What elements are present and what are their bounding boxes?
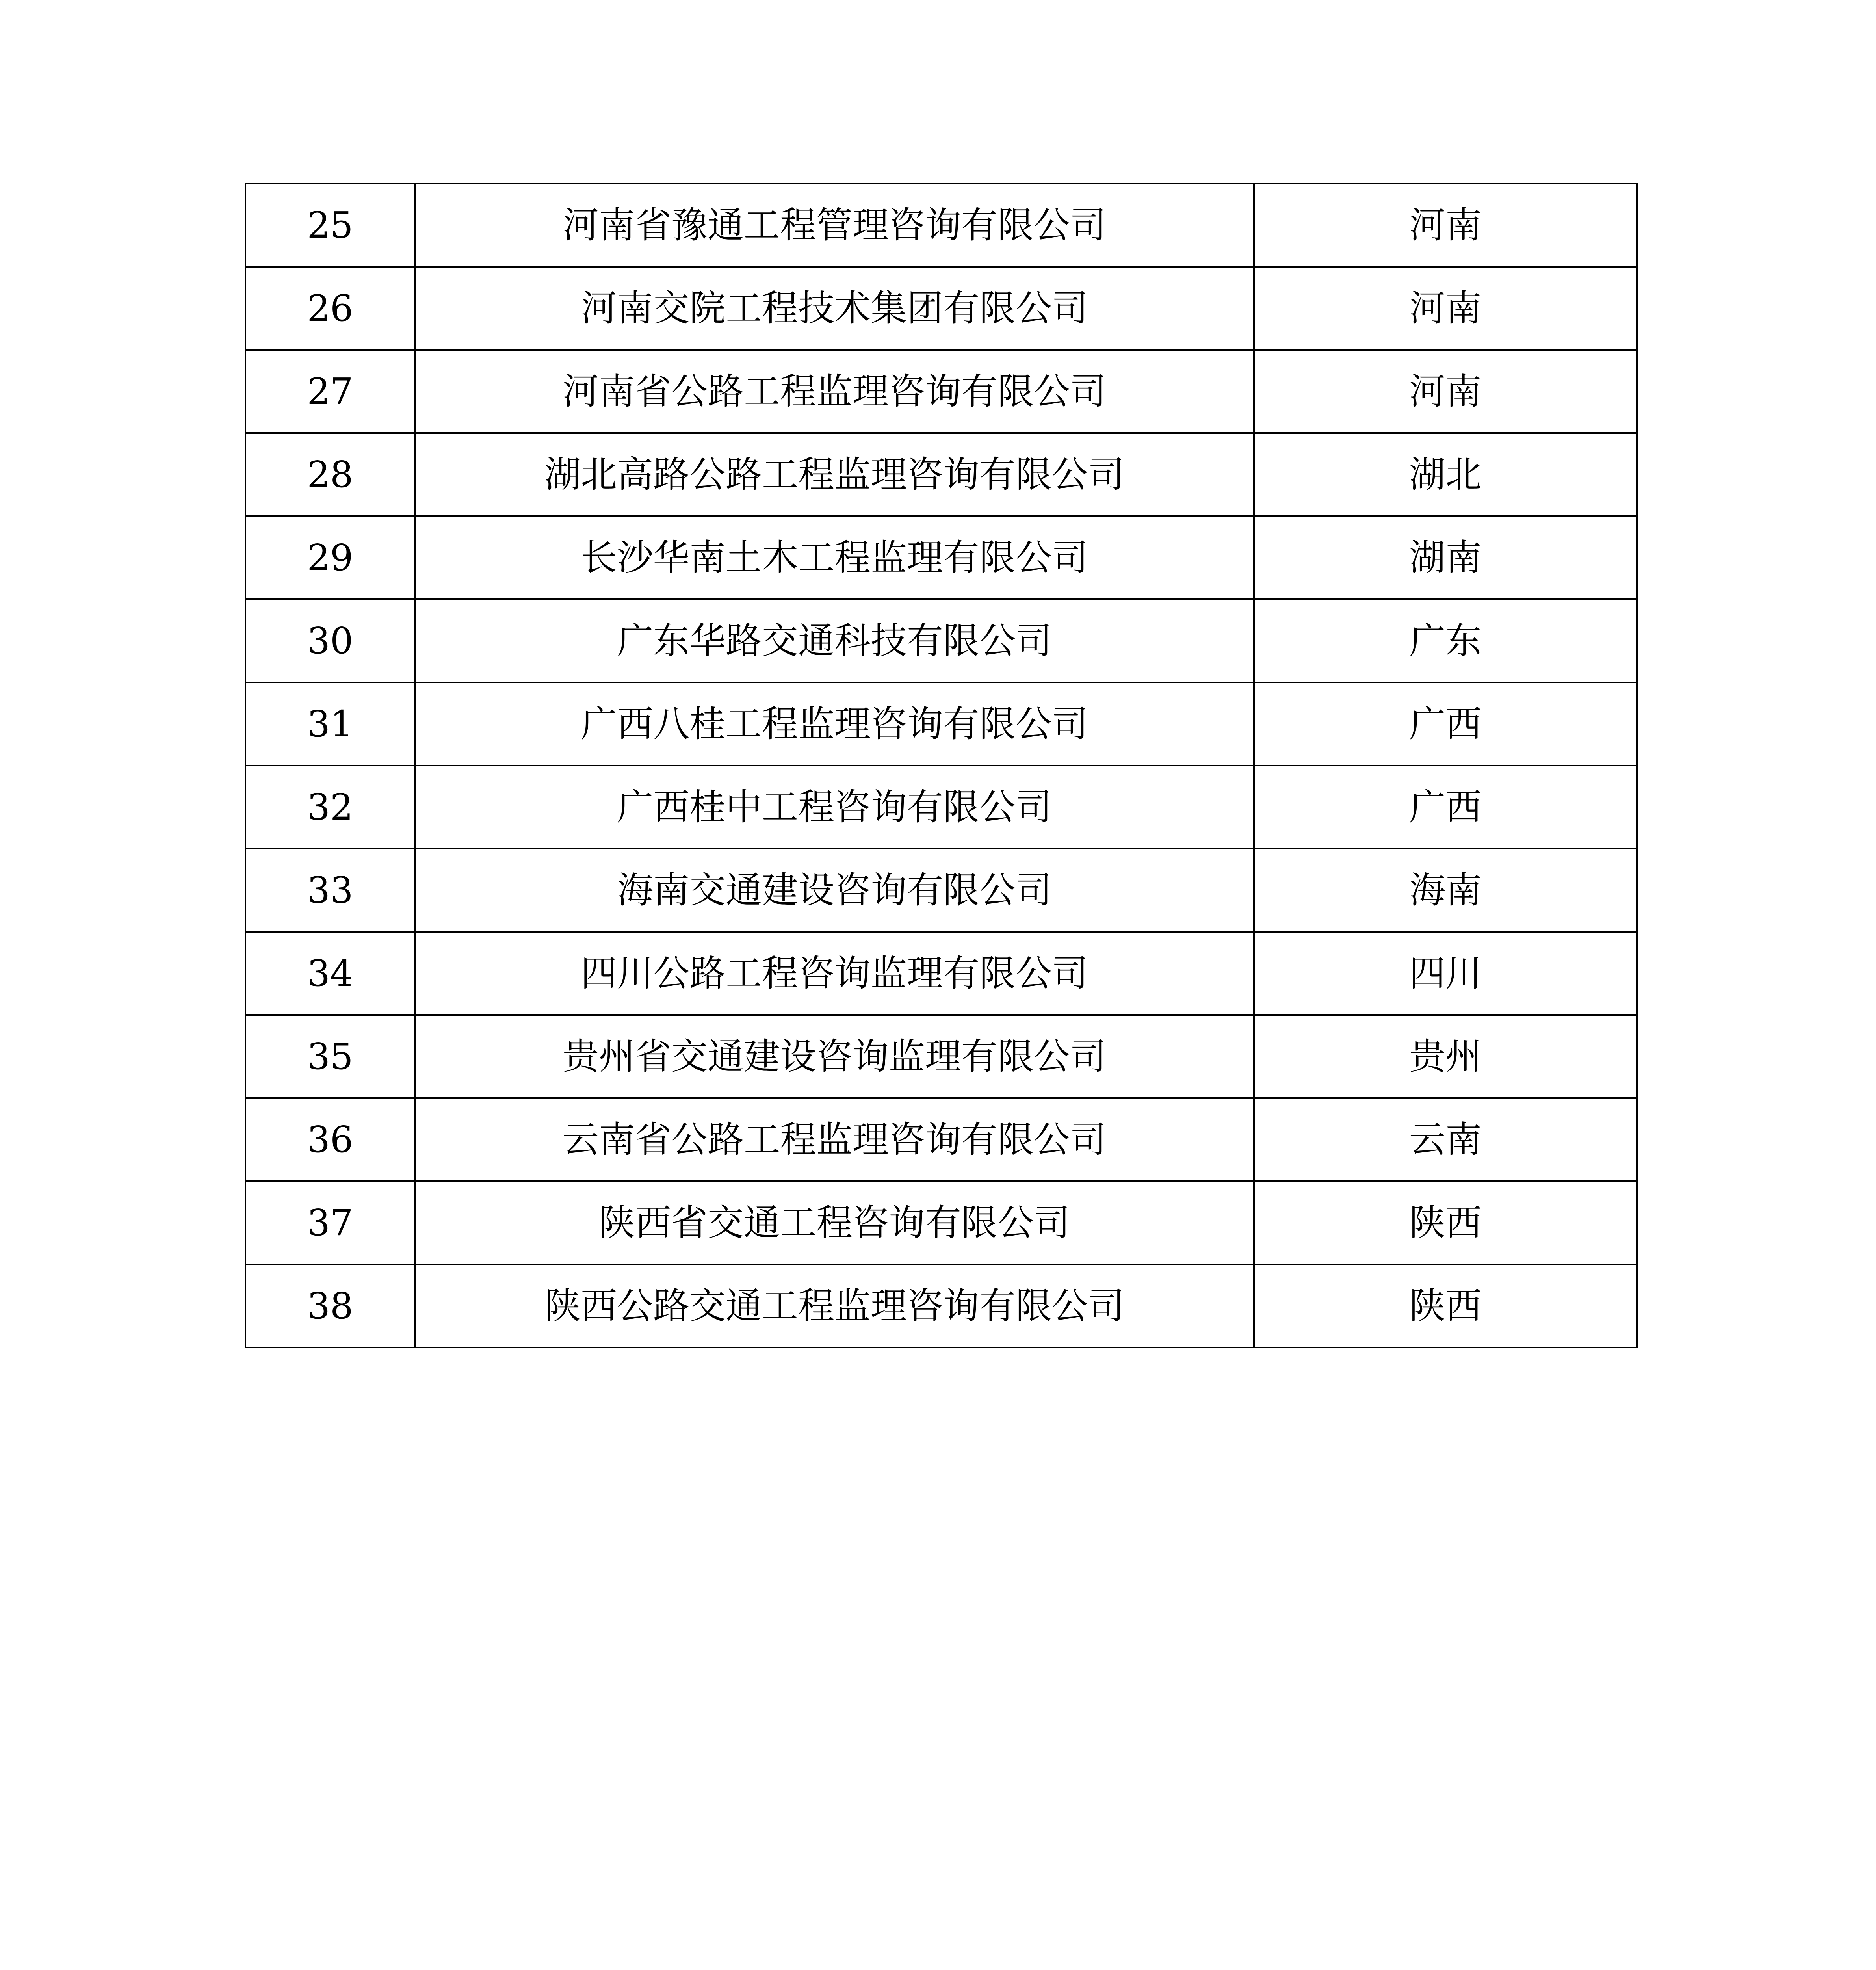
company-roster-table xyxy=(245,183,1638,1348)
row-number: 27 xyxy=(245,350,415,433)
province: 河南 xyxy=(1254,267,1637,350)
row-number: 29 xyxy=(245,516,415,599)
table-row xyxy=(245,932,1637,1015)
table-row xyxy=(245,849,1637,932)
row-number: 31 xyxy=(245,682,415,766)
company-name: 海南交通建设咨询有限公司 xyxy=(415,849,1254,932)
table-row xyxy=(245,1015,1637,1098)
row-number: 34 xyxy=(245,932,415,1015)
row-number: 33 xyxy=(245,849,415,932)
row-number: 38 xyxy=(245,1264,415,1347)
province: 贵州 xyxy=(1254,1015,1637,1098)
row-number: 35 xyxy=(245,1015,415,1098)
province: 广西 xyxy=(1254,766,1637,849)
table-row xyxy=(245,516,1637,599)
row-number: 25 xyxy=(245,184,415,267)
table-row xyxy=(245,766,1637,849)
table-row xyxy=(245,1181,1637,1264)
province: 云南 xyxy=(1254,1098,1637,1181)
company-name: 陕西省交通工程咨询有限公司 xyxy=(415,1181,1254,1264)
table-row xyxy=(245,267,1637,350)
province: 广西 xyxy=(1254,682,1637,766)
company-name: 广东华路交通科技有限公司 xyxy=(415,599,1254,682)
company-name: 陕西公路交通工程监理咨询有限公司 xyxy=(415,1264,1254,1347)
table-row xyxy=(245,682,1637,766)
company-name: 长沙华南土木工程监理有限公司 xyxy=(415,516,1254,599)
company-name: 四川公路工程咨询监理有限公司 xyxy=(415,932,1254,1015)
province: 海南 xyxy=(1254,849,1637,932)
table-row xyxy=(245,599,1637,682)
row-number: 32 xyxy=(245,766,415,849)
province: 广东 xyxy=(1254,599,1637,682)
company-name: 广西桂中工程咨询有限公司 xyxy=(415,766,1254,849)
table-row xyxy=(245,350,1637,433)
company-name: 贵州省交通建设咨询监理有限公司 xyxy=(415,1015,1254,1098)
company-name: 河南交院工程技术集团有限公司 xyxy=(415,267,1254,350)
row-number: 36 xyxy=(245,1098,415,1181)
row-number: 26 xyxy=(245,267,415,350)
province: 河南 xyxy=(1254,350,1637,433)
province: 湖北 xyxy=(1254,433,1637,516)
company-name: 云南省公路工程监理咨询有限公司 xyxy=(415,1098,1254,1181)
province: 河南 xyxy=(1254,184,1637,267)
province: 陕西 xyxy=(1254,1264,1637,1347)
company-name: 河南省豫通工程管理咨询有限公司 xyxy=(415,184,1254,267)
table-row xyxy=(245,433,1637,516)
province: 陕西 xyxy=(1254,1181,1637,1264)
table-body xyxy=(245,184,1637,1347)
company-name: 广西八桂工程监理咨询有限公司 xyxy=(415,682,1254,766)
table-row xyxy=(245,1264,1637,1347)
company-name: 河南省公路工程监理咨询有限公司 xyxy=(415,350,1254,433)
table-row xyxy=(245,184,1637,267)
row-number: 37 xyxy=(245,1181,415,1264)
province: 四川 xyxy=(1254,932,1637,1015)
row-number: 30 xyxy=(245,599,415,682)
row-number: 28 xyxy=(245,433,415,516)
table-row xyxy=(245,1098,1637,1181)
province: 湖南 xyxy=(1254,516,1637,599)
company-name: 湖北高路公路工程监理咨询有限公司 xyxy=(415,433,1254,516)
